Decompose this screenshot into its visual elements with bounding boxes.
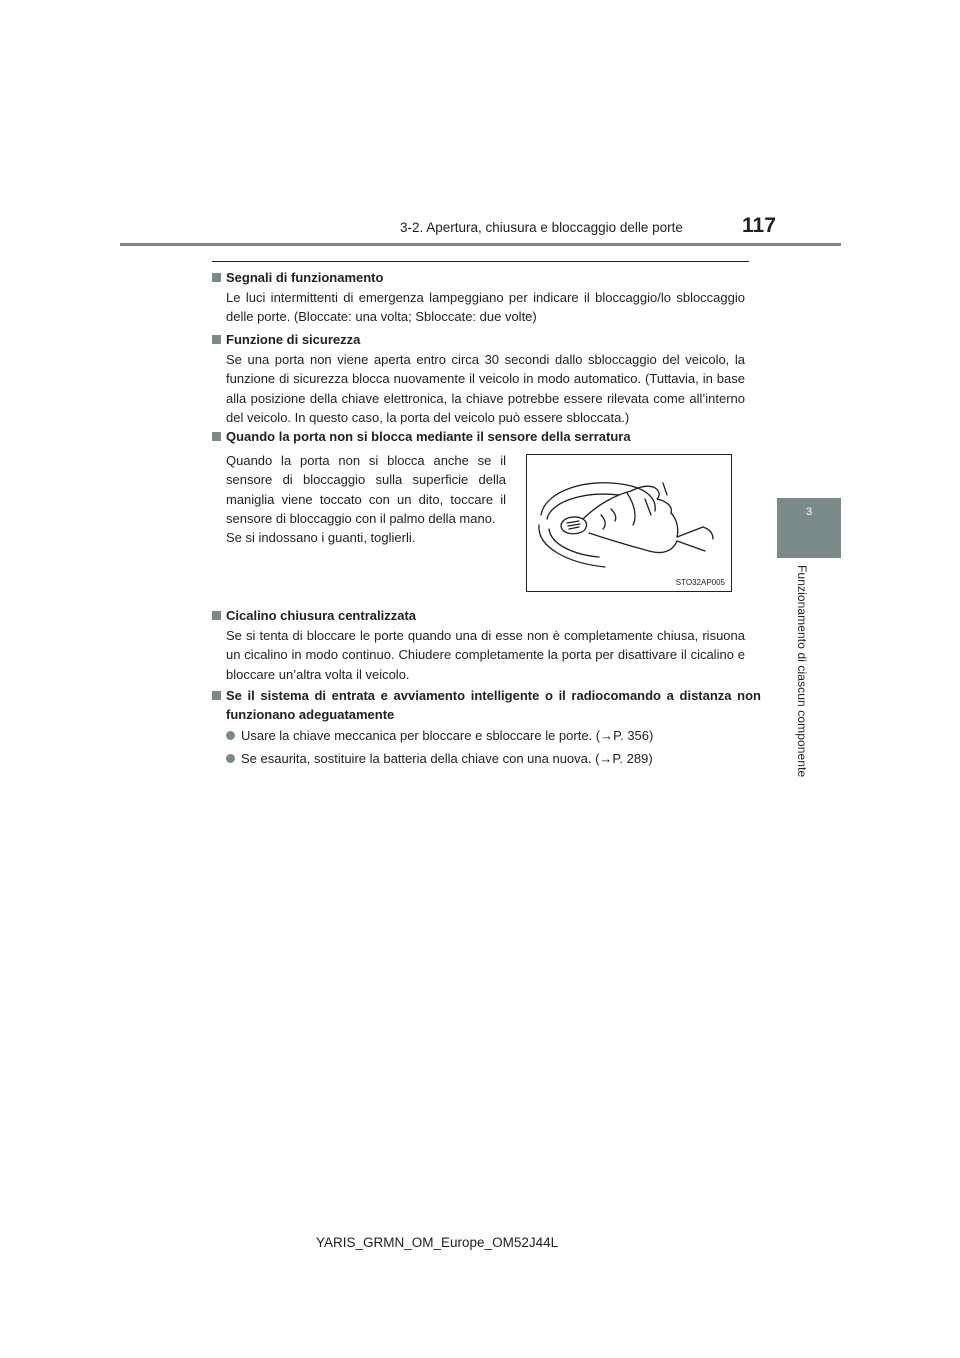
section-heading: Segnali di funzionamento — [212, 268, 749, 287]
section-heading: Funzione di sicurezza — [212, 330, 749, 349]
square-bullet-icon — [212, 691, 221, 700]
section-body: Quando la porta non si blocca anche se il sensore di bloccaggio sulla superficie della maniglia viene toccato con un dito, toccare il sensore di bloccaggio con il palmo della mano. — [226, 453, 506, 526]
page-number: 117 — [742, 214, 776, 237]
chapter-tab — [777, 498, 841, 558]
section-heading: Se il sistema di entrata e avviamento intelligente o il radiocomando a distanza non funzionano adeguatamente — [212, 686, 761, 724]
square-bullet-icon — [212, 611, 221, 620]
door-handle-illustration — [526, 454, 732, 592]
section-title: 3-2. Apertura, chiusura e bloccaggio delle porte — [400, 220, 683, 235]
chapter-title: Funzionamento di ciascun componente — [795, 565, 809, 778]
list-item: Se esaurita, sostituire la batteria della chiave con una nuova. (→P. 289) — [226, 749, 746, 768]
section-body: Se si tenta di bloccare le porte quando una di esse non è completamente chiusa, risuona un cicalino in modo continuo. Chiudere completamente la porta per disattivare il cicalino e bloccare un’altra volta il veicolo. — [226, 628, 745, 682]
chapter-number: 3 — [805, 506, 813, 518]
figure-code: STO32AP005 — [675, 578, 725, 587]
hand-touching-handle-icon — [527, 455, 731, 591]
section-body: Se una porta non viene aperta entro circa 30 secondi dallo sbloccaggio del veicolo, la funzione di sicurezza blocca nuovamente il veicolo in modo automatico. (Tuttavia, in base alla posizione della chiave elettronica, la chiave potrebbe essere rilevata come all’interno del veicolo. In questo caso, la porta del veicolo può essere sbloccata.) — [226, 352, 745, 425]
section-heading: Cicalino chiusura centralizzata — [212, 606, 749, 625]
bullet-dot-icon — [226, 731, 235, 740]
square-bullet-icon — [212, 335, 221, 344]
section-heading: Quando la porta non si blocca mediante il sensore della serratura — [212, 427, 749, 446]
content-rule — [212, 261, 749, 262]
section-body: Le luci intermittenti di emergenza lampeggiano per indicare il bloccaggio/lo sbloccaggio delle porte. (Bloccate: una volta; Sbloccate: due volte) — [226, 290, 745, 325]
bullet-dot-icon — [226, 754, 235, 763]
list-item: Usare la chiave meccanica per bloccare e sbloccare le porte. (→P. 356) — [226, 726, 746, 745]
square-bullet-icon — [212, 273, 221, 282]
header-rule — [120, 243, 841, 246]
square-bullet-icon — [212, 432, 221, 441]
document-code: YARIS_GRMN_OM_Europe_OM52J44L — [316, 1235, 559, 1250]
section-body-note: Se si indossano i guanti, toglierli. — [226, 530, 416, 545]
